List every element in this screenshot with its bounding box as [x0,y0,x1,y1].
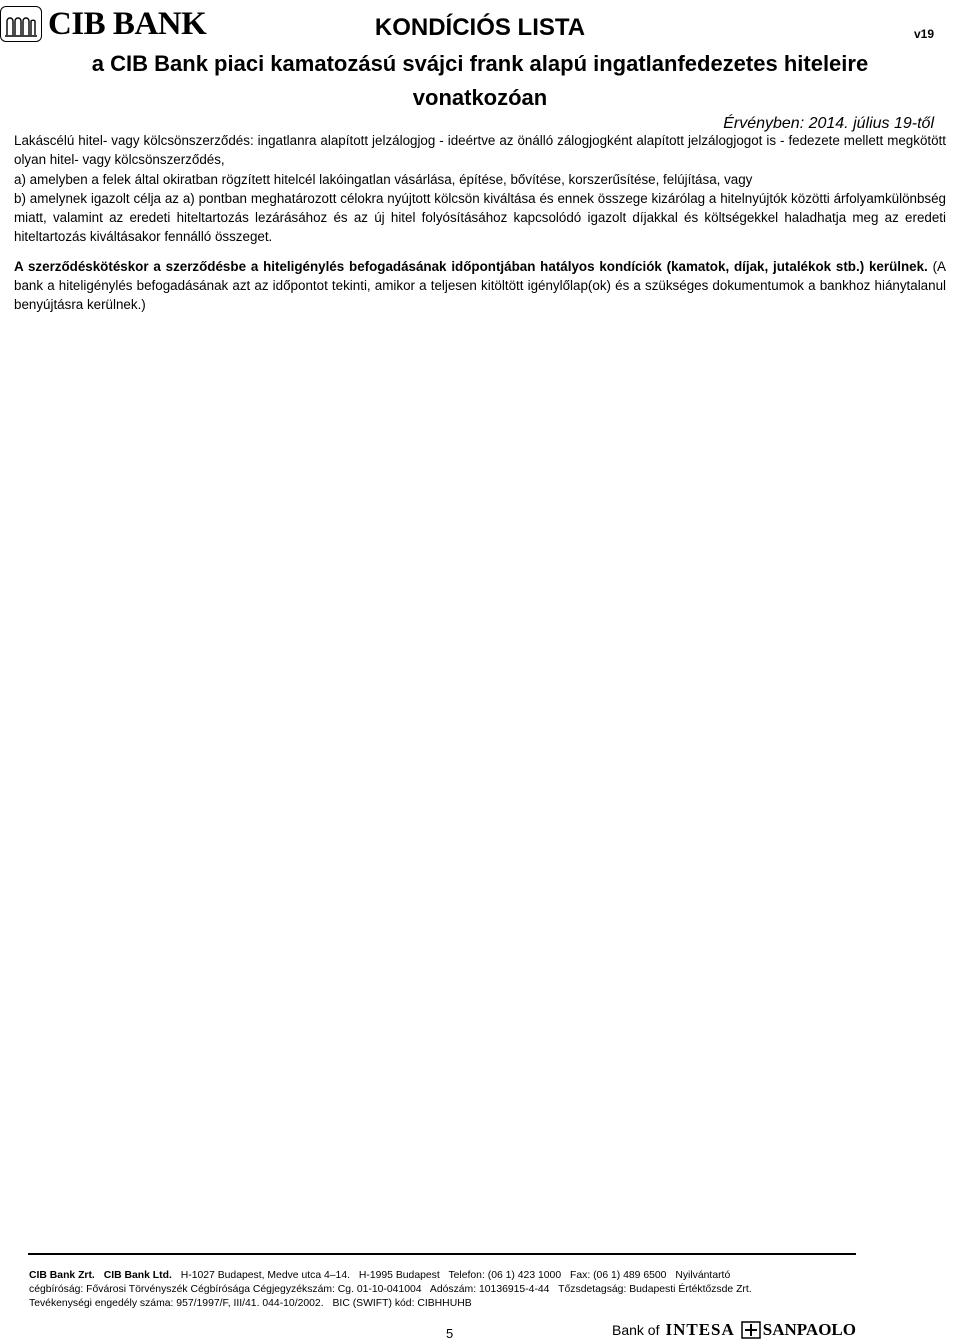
footer-line-1 [29,1269,752,1283]
definition-item-b: b) amelynek igazolt célja az a) pontban meghatározott célokra nyújtott kölcsön kiváltása és ennek összege kizárólag a hitelnyújtók közötti árfolyamkülönbség miatt, valamint az eredeti hiteltartozás lezárásához és az új hitel folyósításához kapcsolódó igazolt díjakkal és költségekkel haladhatja meg az eredeti hiteltartozás kiváltásakor fennálló összeget. [14,190,946,245]
document-subtitle [20,47,940,115]
document-body [14,131,946,315]
conditions-bold-text: A szerződéskötéskor a szerződésbe a hiteligénylés befogadásának időpontjában hatályos kondíciók (kamatok, díjak, jutalékok stb.) kerülnek. [14,258,928,274]
footer-line-2 [29,1283,752,1297]
logo-text: CIB BANK [48,5,207,42]
sanpaolo-emblem-icon [741,1321,761,1339]
page-number: 5 [446,1326,454,1341]
footer-tax: Adószám: 10136915-4-44 [429,1284,550,1295]
footer-company: CIB Bank Zrt. [29,1270,95,1281]
partner-sanpaolo-group [741,1320,856,1340]
footer-info [29,1269,752,1311]
footer-license: Tevékenységi engedély száma: 957/1997/F, III/41. 044-10/2002. [29,1298,324,1309]
partner-sanpaolo: SANPAOLO [762,1320,856,1339]
conditions-rest-text: (A bank a hiteligénylés befogadásának azt az időpontot tekinti, amikor a teljesen kitöltött igénylőlap(ok) és a szükséges dokumentumok a bankhoz hiánytalanul benyújtásra kerülnek.) [14,258,946,313]
footer-company-ltd: CIB Bank Ltd. [103,1270,172,1281]
definition-paragraph: Lakáscélú hitel- vagy kölcsönszerződés: ingatlanra alapított jelzálogjog - ideértve az önálló zálogjogként alapított jelzálogjogot is - fedezete mellett megkötött olyan hitel- vagy kölcsönszerződés, [14,133,946,168]
footer-divider [28,1253,856,1255]
footer-fax: Fax: (06 1) 489 6500 [570,1270,667,1281]
version-label: v19 [913,27,934,41]
footer-address: H-1027 Budapest, Medve utca 4–14. [180,1270,350,1281]
footer-line-3 [29,1297,752,1311]
validity-date: Érvényben: 2014. július 19-től [723,115,934,132]
subtitle-line-2: vonatkozóan [412,85,548,110]
footer-court: cégbíróság: Fővárosi Törvényszék Cégbírósága Cégjegyzékszám: Cg. 01-10-041004 [29,1284,422,1295]
footer-exchange: Tőzsdetagság: Budapesti Értéktőzsde Zrt. [558,1284,752,1295]
document-title: KONDÍCIÓS LISTA [374,14,586,41]
footer-bic: BIC (SWIFT) kód: CIBHHUHB [332,1298,472,1309]
footer-phone: Telefon: (06 1) 423 1000 [448,1270,562,1281]
partner-prefix: Bank of [612,1322,660,1338]
definition-item-a: a) amelyben a felek által okiratban rögzített hitelcél lakóingatlan vásárlása, építése, bővítése, korszerűsítése, felújítása, vagy [14,171,753,187]
subtitle-line-1: a CIB Bank piaci kamatozású svájci frank alapú ingatlanfedezetes hiteleire [91,51,869,76]
intesa-sanpaolo-logo [612,1320,856,1340]
partner-intesa: INTESA [665,1320,735,1339]
conditions-paragraph [14,257,946,315]
footer-registered: Nyilvántartó [675,1270,731,1281]
footer-postal: H-1995 Budapest [358,1270,440,1281]
